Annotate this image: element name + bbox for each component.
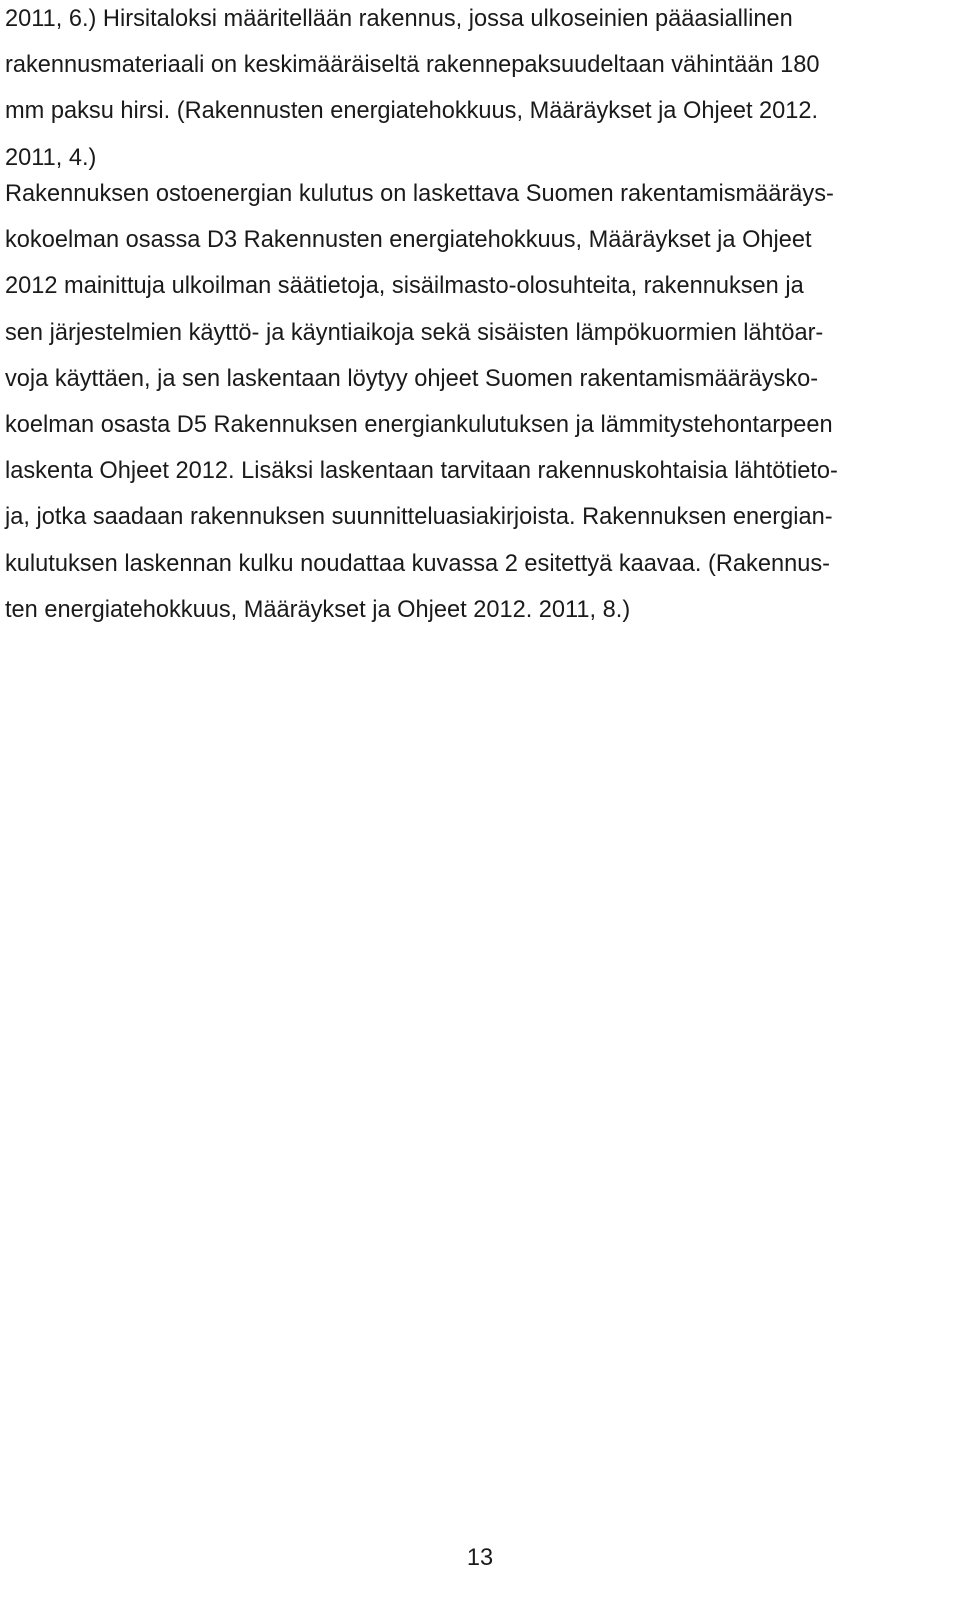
text-line: voja käyttäen, ja sen laskentaan löytyy ohjeet Suomen rakentamismääräysko-	[5, 365, 819, 392]
paragraph-energy-calculation	[5, 171, 955, 633]
page-number: 13	[466, 1545, 494, 1571]
text-line: rakennusmateriaali on keskimääräiseltä rakennepaksuudeltaan vähintään 180	[5, 52, 820, 79]
paragraph-log-house-definition	[5, 0, 955, 181]
text-line: 2012 mainittuja ulkoilman säätietoja, sisäilmasto-olosuhteita, rakennuksen ja	[5, 273, 804, 300]
text-line: 2011, 4.)	[5, 144, 97, 171]
text-line: ten energiatehokkuus, Määräykset ja Ohjeet 2012. 2011, 8.)	[5, 596, 631, 623]
text-line: ja, jotka saadaan rakennuksen suunnitteluasiakirjoista. Rakennuksen energian-	[5, 504, 833, 531]
text-line: koelman osasta D5 Rakennuksen energiankulutuksen ja lämmitystehontarpeen	[5, 411, 833, 438]
text-line: kokoelman osassa D3 Rakennusten energiatehokkuus, Määräykset ja Ohjeet	[5, 227, 812, 254]
text-line: mm paksu hirsi. (Rakennusten energiatehokkuus, Määräykset ja Ohjeet 2012.	[5, 98, 819, 125]
text-line: Rakennuksen ostoenergian kulutus on laskettava Suomen rakentamismääräys-	[5, 181, 834, 207]
text-line: sen järjestelmien käyttö- ja käyntiaikoja sekä sisäisten lämpökuormien lähtöar-	[5, 319, 824, 346]
text-line: kulutuksen laskennan kulku noudattaa kuvassa 2 esitettyä kaavaa. (Rakennus-	[5, 550, 830, 577]
text-line: 2011, 6.) Hirsitaloksi määritellään rakennus, jossa ulkoseinien pääasiallinen	[5, 6, 793, 32]
text-line: laskenta Ohjeet 2012. Lisäksi laskentaan tarvitaan rakennuskohtaisia lähtötieto-	[5, 458, 838, 485]
